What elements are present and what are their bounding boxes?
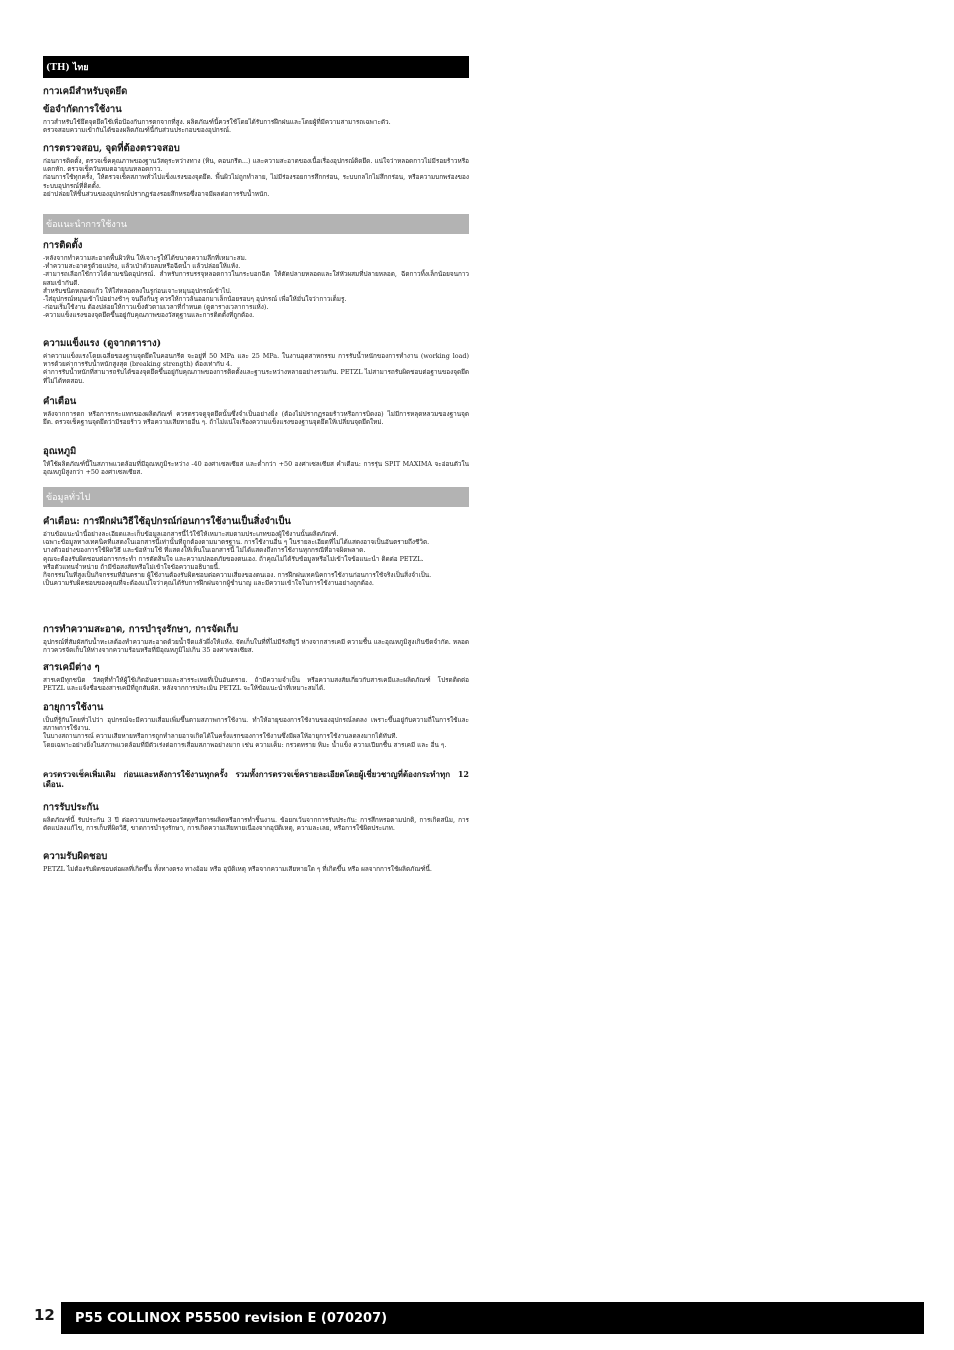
general-info-band — [43, 487, 469, 507]
section-body: สารเคมีทุกชนิด วัสดุที่ทำให้ผู้ใช้เกิดอันตรายและสารระเหยที่เป็นอันตราย. ถ้ามีความจำเป็น หรือความสงสัยเกี่ยวกับสารเคมีและผลิตภัณฑ์ โปรดติดต่อ PETZL และแจ้งชื่อของสารเคมีที่ถูกสัมผัส. หลังจากการประเมิน PETZL จะให้ข้อแนะนำที่เหมาะสมได้. — [43, 676, 469, 693]
section-usage-limits — [43, 104, 469, 134]
section-heading: การทำความสะอาด, การบำรุงรักษา, การจัดเก็บ — [43, 624, 239, 635]
language-label: (TH) ไทย — [46, 63, 89, 73]
section-chemicals — [43, 662, 469, 692]
section-heading: ความแข็งแรง (ดูจากตาราง) — [43, 338, 162, 349]
page-number: 12 — [34, 1306, 55, 1324]
inspection-note-block — [43, 769, 469, 789]
section-heading: ความรับผิดชอบ — [43, 851, 108, 862]
document-reference: P55 COLLINOX P55500 revision E (070207) — [75, 1310, 388, 1326]
section-body: อ่านข้อแนะนำนี้อย่างละเอียดและเก็บข้อมูลเอกสารนี้ไว้ใช้ให้เหมาะสมตามประเภทของผู้ใช้งานนั้นผลิตภัณฑ์. เฉพาะข้อมูลทางเทคนิคที่แสดงในเอกสารนี้เท่านั้นที่ถูกต้องตามมาตรฐาน. การใช้งานอื่น ๆ ในรายละเอียดที่ไม่ได้แสดงอาจเป็นอันตรายถึงชีวิต. บางตัวอย่างของการใช้ผิดวิธี และข้อห้ามใช้ ที่แสดงให้เห็นในเอกสารนี้ ไม่ได้แสดงถึงการใช้งานทุกกรณีที่อาจผิดพลาด. คุณจะต้องรับผิดชอบต่อการกระทำ การตัดสินใจ และความปลอดภัยของตนเอง. ถ้าคุณไม่ได้รับข้อมูลหรือไม่เข้าใจข้อแนะนำ ติดต่อ PETZL. หรือตัวแทนจำหน่าย ถ้ามีข้อสงสัยหรือไม่เข้าใจข้อความอธิบายนี้. กิจกรรมในที่สูงเป็นกิจกรรมที่อันตราย ผู้ใช้งานต้องรับผิดชอบต่อความเสี่ยงของตนเอง. การฝึกฝนเทคนิคการใช้งานก่อนการใช้จริงเป็นสิ่งจำเป็น. เป็นความรับผิดชอบของคุณที่จะต้องแน่ใจว่าคุณได้รับการฝึกฝนจากผู้ชำนาญ และมีความเข้าใจในการใช้งานอย่างถูกต้อง. — [43, 530, 432, 588]
section-warranty — [43, 802, 469, 832]
usage-instructions-band — [43, 214, 469, 234]
section-heading: การรับประกัน — [43, 802, 99, 813]
section-body: ก่อนการติดตั้ง, ตรวจเช็คคุณภาพของฐานวัสดุระหว่างทาง (หิน, คอนกรีต...) และความสะอาดของเนื้อเรื่องอุปกรณ์ติดยึด. แน่ใจว่าหลอดกาวไม่มีรอยร้าวหรือแตกหัก. ตรวจเช็ควันหมดอายุบนหลอดกาว. ก่อนการใช้ทุกครั้ง, ให้ตรวจเช็คสภาพทั่วไปแข็งแรงของจุดยึด. พื้นผิวไม่ถูกทำลาย, ไม่มีร่องรอยการสึกกร่อน, ระบบกลไกไม่สึกกร่อน, หรือความบกพร่องของระบบอุปกรณ์ที่ติดตั้ง. อย่าปล่อยให้ชิ้นส่วนของอุปกรณ์ปรากฏร่องรอยสึกหรอซึ่งอาจมีผลต่อการรับน้ำหนัก. — [43, 157, 469, 198]
product-title-block — [43, 86, 469, 100]
section-body: ให้ใช้ผลิตภัณฑ์นี้ในสภาพแวดล้อมที่มีอุณหภูมิระหว่าง -40 องศาเซลเซียส และต่ำกว่า +50 องศาเซลเซียส คำเตือน: การรุ่น SPIT MAXIMA จะอ่อนตัวในอุณหภูมิสูงกว่า +50 องศาเซลเซียส. — [43, 460, 469, 477]
section-installation — [43, 240, 469, 320]
section-body: หลังจากการตก หรือการกระแทกของผลิตภัณฑ์ ควรตรวจดูจุดยึดนั้นซึ่งจำเป็นอย่างยิ่ง (ต้องไม่ปรากฏรอยร้าวหรือการบิดงอ) ไม่มีการหลุดหลวมของฐานจุดยึด. ตรวจเช็คฐานจุดยึดว่ามีรอยร้าว หรือความเสียหายอื่น ๆ. ถ้าไม่แน่ใจเรื่องความแข็งแรงของฐานจุดยึดให้เปลี่ยนจุดยึดใหม่. — [43, 410, 469, 427]
section-heading: คำเตือน: การฝึกฝนวิธีใช้อุปกรณ์ก่อนการใช้งานเป็นสิ่งจำเป็น — [43, 516, 291, 527]
section-training-warning — [43, 516, 469, 587]
section-heading: คำเตือน — [43, 396, 77, 407]
section-strength — [43, 338, 469, 385]
section-body: เป็นที่รู้กันโดยทั่วไปว่า อุปกรณ์จะมีความเสื่อมเพิ่มขึ้นตามสภาพการใช้งาน. ทำให้อายุของการใช้งานของอุปกรณ์ลดลง เพราะขึ้นอยู่กับความถี่ในการใช้และสภาพการใช้งาน. ในบางสถานการณ์ ความเสียหายหรือการถูกทำลายอาจเกิดได้ในครั้งแรกของการใช้งานซึ่งมีผลให้อายุการใช้งานลดลงมากได้ทันที. โดยเฉพาะอย่างยิ่งในสภาพแวดล้อมที่มีตัวเร่งต่อการเสื่อมสภาพอย่างมาก เช่น ความเค็ม: กรวดทราย หิมะ น้ำแข็ง ความเปียกชื้น สารเคมี และ อื่น ๆ. — [43, 716, 469, 749]
section-body: อุปกรณ์ที่สัมผัสกับน้ำทะเลต้องทำความสะอาดด้วยน้ำจืดแล้วผึ่งให้แห้ง. จัดเก็บในที่ที่ไม่มีรังสียูวี ห่างจากสารเคมี ความชื้น และอุณหภูมิสูงเกินขีดจำกัด. หลอดกาวควรจัดเก็บให้ห่างจากความร้อนหรือที่มีอุณหภูมิไม่เกิน 35 องศาเซลเซียส. — [43, 638, 469, 655]
section-heading: การตรวจสอบ, จุดที่ต้องตรวจสอบ — [43, 143, 180, 154]
section-temperature — [43, 446, 469, 476]
section-heading: อุณหภูมิ — [43, 446, 77, 457]
section-liability — [43, 851, 469, 873]
section-body: PETZL ไม่ต้องรับผิดชอบต่อผลที่เกิดขึ้น ทั้งทางตรง ทางอ้อม หรือ อุบัติเหตุ หรือจากความเสียหายใด ๆ ที่เกิดขึ้น หรือ ผลจากการใช้ผลิตภัณฑ์นี้. — [43, 865, 432, 873]
section-inspection — [43, 143, 469, 198]
section-heading: การติดตั้ง — [43, 240, 83, 251]
section-cleaning — [43, 624, 469, 654]
product-title: กาวเคมีสำหรับจุดยึด — [43, 86, 128, 97]
footer-bar — [61, 1302, 924, 1334]
section-body: กาวสำหรับใช้ยึดจุดยึดใช้เพื่อป้องกันการตกจากที่สูง. ผลิตภัณฑ์นี้ควรใช้โดยได้รับการฝึกฝนและโดยผู้ที่มีความสามารถเฉพาะตัว. ตรวจสอบความเข้ากันได้ของผลิตภัณฑ์นี้กับส่วนประกอบของอุปกรณ์. — [43, 118, 391, 135]
band-label: ข้อมูลทั่วไป — [46, 493, 91, 503]
section-body: ค่าความแข็งแรงโดยเฉลี่ยของฐานจุดยึดในคอนกรีต จะอยู่ที่ 50 MPa และ 25 MPa. ในงานอุตสาหกรรม การรับน้ำหนักของการทำงาน (working load) หารด้วยค่าการรับน้ำหนักสูงสุด (breaking strength) ต้องเท่ากับ 4. ค่าการรับน้ำหนักที่สามารถรับได้ของจุดยึดขึ้นอยู่กับคุณภาพของการติดตั้งและฐานระหว่างหลายอย่างรวมกัน. PETZL ไม่สามารถรับผิดชอบต่อฐานของจุดยึดที่ไม่ได้ทดสอบ. — [43, 352, 469, 385]
section-body: -หลังจากทำความสะอาดพื้นผิวหิน ให้เจาะรูให้ได้ขนาดความลึกที่เหมาะสม. -ทำความสะอาดรูด้วยแปรง, แล้วเป่าด้วยลมหรือฉีดน้ำ แล้วปล่อยให้แห้ง. -สามารถเลือกใช้กาวได้ตามชนิดอุปกรณ์. สำหรับการบรรจุหลอดกาวในกระบอกฉีด ให้ตัดปลายหลอดและใส่หัวผสมที่ปลายหลอด, ฉีดกาวทิ้งเล็กน้อยจนกาวผสมเข้ากันดี. สำหรับชนิดหลอดแก้ว ให้ใส่หลอดลงในรูก่อนเจาะหมุนอุปกรณ์เข้าไป. -ใส่อุปกรณ์หมุนเข้าไปอย่างช้าๆ จนถึงก้นรู ควรให้กาวล้นออกมาเล็กน้อยรอบๆ อุปกรณ์ เพื่อให้มั่นใจว่ากาวเต็มรู. -ก่อนเริ่มใช้งาน ต้องปล่อยให้กาวแข็งตัวตามเวลาที่กำหนด (ดูตารางเวลาการแห้ง). -ความแข็งแรงของจุดยึดขึ้นอยู่กับคุณภาพของวัสดุฐานและการติดตั้งที่ถูกต้อง. — [43, 254, 469, 320]
band-label: ข้อแนะนำการใช้งาน — [46, 220, 127, 230]
section-warning — [43, 396, 469, 426]
language-header-bar — [43, 56, 469, 78]
section-body: ผลิตภัณฑ์นี้ รับประกัน 3 ปี ต่อความบกพร่องของวัสดุหรือการผลิตหรือการทำชิ้นงาน. ข้อยกเว้นจากการรับประกัน: การสึกหรอตามปกติ, การเกิดสนิม, การดัดแปลงแก้ไข, การเก็บที่ผิดวิธี, ขาดการบำรุงรักษา, การเกิดความเสียหายเนื่องจากอุบัติเหตุ, ความละเลย, หรือการใช้ผิดประเภท. — [43, 816, 469, 833]
section-heading: สารเคมีต่าง ๆ — [43, 662, 100, 673]
inspection-note: ควรตรวจเช็คเพิ่มเติม ก่อนและหลังการใช้งานทุกครั้ง รวมทั้งการตรวจเช็ครายละเอียดโดยผู้เชี่ยวชาญที่ต้องกระทำทุก 12 เดือน. — [43, 769, 469, 789]
section-lifespan — [43, 702, 469, 749]
section-heading: อายุการใช้งาน — [43, 702, 104, 713]
section-heading: ข้อจำกัดการใช้งาน — [43, 104, 122, 115]
